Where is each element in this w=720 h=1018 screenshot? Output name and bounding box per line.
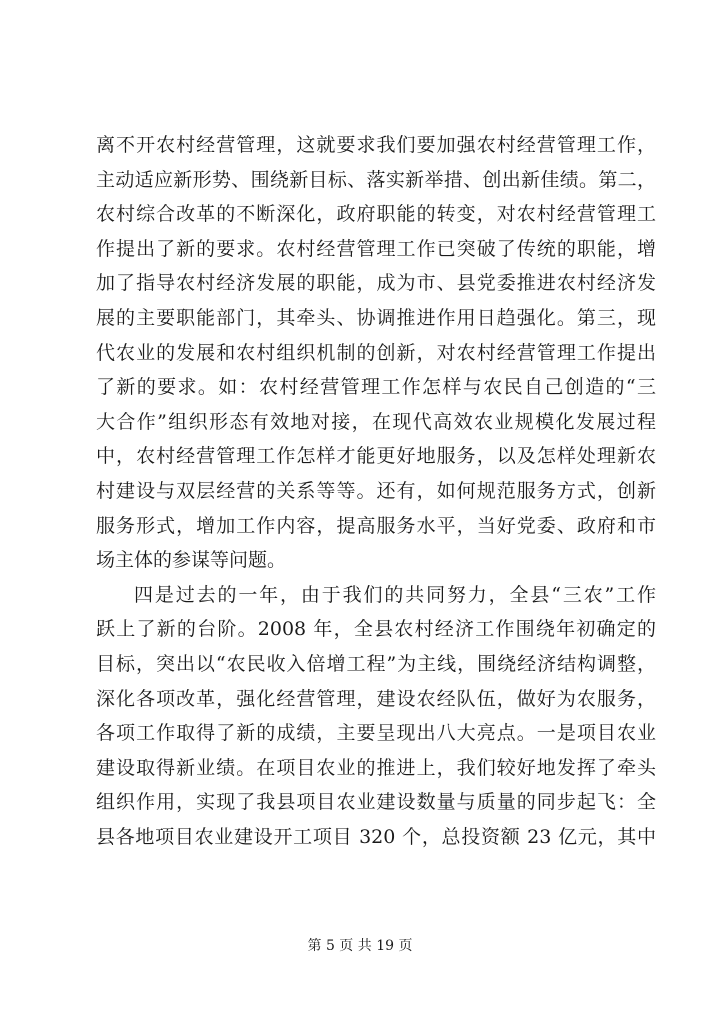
text-line: 县各地项目农业建设开工项目 320 个，总投资额 23 亿元，其中 [96,825,656,848]
page-footer [0,935,720,955]
text-line: 深化各项改革，强化经营管理，建设农经队伍，做好为农服务， [96,687,656,710]
text-line: 目标，突出以“农民收入倍增工程”为主线，围绕经济结构调整， [96,652,656,675]
text-line: 组织作用，实现了我县项目农业建设数量与质量的同步起飞：全 [96,791,656,814]
text-line: 展的主要职能部门，其牵头、协调推进作用日趋强化。第三，现 [96,306,656,329]
text-line: 场主体的参谋等问题。 [96,549,287,572]
text-line: 代农业的发展和农村组织机制的创新，对农村经营管理工作提出 [96,341,656,364]
text-line: 主动适应新形势、围绕新目标、落实新举措、创出新佳绩。第二， [96,168,656,191]
text-line: 了新的要求。如：农村经营管理工作怎样与农民自己创造的“三 [96,376,656,399]
text-line: 离不开农村经营管理，这就要求我们要加强农村经营管理工作， [96,134,656,156]
text-line: 中，农村经营管理工作怎样才能更好地服务，以及怎样处理新农 [96,445,656,468]
text-line: 四是过去的一年，由于我们的共同努力，全县“三农”工作 [134,583,656,606]
page-number-label: 第 5 页 共 19 页 [307,938,413,954]
text-line: 农村综合改革的不断深化，政府职能的转变，对农村经营管理工 [96,203,656,226]
body-text [96,128,656,854]
text-line: 加了指导农村经济发展的职能，成为市、县党委推进农村经济发 [96,272,656,295]
text-line: 跃上了新的台阶。2008 年，全县农村经济工作围绕年初确定的 [96,618,656,641]
text-line: 服务形式，增加工作内容，提高服务水平，当好党委、政府和市 [96,514,656,537]
text-line: 各项工作取得了新的成绩，主要呈现出八大亮点。一是项目农业 [96,722,656,745]
text-line: 作提出了新的要求。农村经营管理工作已突破了传统的职能，增 [96,237,656,260]
text-line: 村建设与双层经营的关系等等。还有，如何规范服务方式，创新 [96,479,656,502]
text-line: 大合作”组织形态有效地对接，在现代高效农业规模化发展过程 [96,410,656,433]
text-line: 建设取得新业绩。在项目农业的推进上，我们较好地发挥了牵头 [96,756,656,779]
